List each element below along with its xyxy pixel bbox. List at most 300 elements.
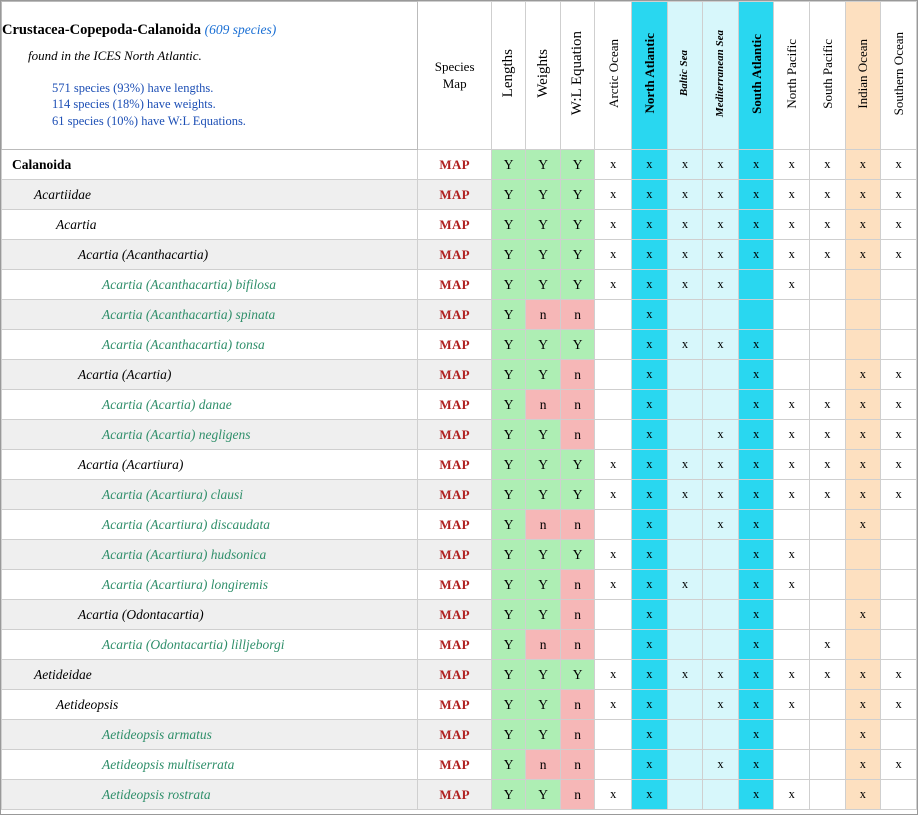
taxon-name-cell (2, 390, 418, 420)
ocean-cell-north-atlantic: x (632, 240, 668, 270)
title-block (2, 2, 418, 150)
ocean-cell-south-atlantic: x (738, 180, 774, 210)
ocean-cell-indian-ocean: x (845, 510, 881, 540)
ocean-cell-north-atlantic: x (632, 690, 668, 720)
table-row (2, 600, 917, 630)
taxon-name-cell (2, 420, 418, 450)
map-link[interactable]: MAP (439, 756, 470, 772)
ocean-cell-arctic-ocean: x (595, 240, 632, 270)
ocean-cell-mediterranean-sea (703, 630, 739, 660)
map-link[interactable]: MAP (439, 696, 470, 712)
taxon-name-cell (2, 330, 418, 360)
ocean-cell-arctic-ocean (595, 600, 632, 630)
ocean-cell-southern-ocean (881, 780, 917, 810)
ocean-cell-north-pacific (774, 720, 810, 750)
ocean-cell-north-pacific: x (774, 180, 810, 210)
ocean-cell-southern-ocean (881, 270, 917, 300)
taxon-name-cell (2, 270, 418, 300)
ocean-cell-mediterranean-sea: x (703, 450, 739, 480)
taxon-name-cell (2, 720, 418, 750)
map-link[interactable]: MAP (439, 426, 470, 442)
ocean-cell-south-atlantic: x (738, 780, 774, 810)
ocean-cell-north-pacific: x (774, 450, 810, 480)
table-row (2, 300, 917, 330)
ocean-cell-south-atlantic: x (738, 330, 774, 360)
table-row (2, 630, 917, 660)
ocean-cell-baltic-sea: x (667, 270, 703, 300)
table-row (2, 570, 917, 600)
ocean-cell-southern-ocean (881, 540, 917, 570)
species-table (1, 1, 917, 810)
ocean-cell-south-pacific (810, 360, 846, 390)
taxon-name-cell (2, 180, 418, 210)
species-map-cell[interactable] (418, 630, 491, 660)
ocean-cell-south-pacific (810, 570, 846, 600)
flag-weights: Y (526, 210, 561, 240)
ocean-cell-south-atlantic: x (738, 150, 774, 180)
column-header-wl-equation: W:L Equation (560, 2, 595, 150)
ocean-cell-south-pacific: x (810, 210, 846, 240)
map-link[interactable]: MAP (439, 666, 470, 682)
taxon-name: Aetideopsis armatus (102, 726, 212, 742)
ocean-cell-baltic-sea (667, 510, 703, 540)
ocean-cell-southern-ocean: x (881, 360, 917, 390)
ocean-cell-southern-ocean: x (881, 390, 917, 420)
map-link[interactable]: MAP (439, 156, 470, 172)
species-map-cell[interactable] (418, 660, 491, 690)
taxon-name-cell (2, 690, 418, 720)
ocean-cell-north-atlantic: x (632, 390, 668, 420)
flag-weights: Y (526, 450, 561, 480)
map-link[interactable]: MAP (439, 396, 470, 412)
table-body (2, 150, 917, 810)
species-map-cell[interactable] (418, 180, 491, 210)
taxon-name-cell (2, 480, 418, 510)
ocean-cell-north-atlantic: x (632, 150, 668, 180)
taxon-name: Acartia (Acanthacartia) (78, 246, 209, 262)
ocean-cell-indian-ocean (845, 330, 881, 360)
table-row (2, 720, 917, 750)
ocean-cell-indian-ocean: x (845, 450, 881, 480)
flag-weights: Y (526, 600, 561, 630)
flag-lengths: Y (491, 390, 526, 420)
ocean-cell-south-pacific (810, 720, 846, 750)
ocean-cell-indian-ocean (845, 300, 881, 330)
taxon-name-cell (2, 540, 418, 570)
ocean-cell-baltic-sea (667, 300, 703, 330)
species-map-cell[interactable] (418, 210, 491, 240)
ocean-cell-indian-ocean: x (845, 720, 881, 750)
flag-wl-equation: Y (560, 480, 595, 510)
flag-lengths: Y (491, 690, 526, 720)
ocean-cell-indian-ocean: x (845, 420, 881, 450)
species-map-cell[interactable] (418, 750, 491, 780)
ocean-cell-indian-ocean: x (845, 240, 881, 270)
ocean-cell-indian-ocean: x (845, 210, 881, 240)
taxon-name: Acartia (Acanthacartia) spinata (102, 306, 276, 322)
ocean-cell-south-atlantic (738, 270, 774, 300)
taxon-name: Acartia (Odontacartia) (78, 606, 204, 622)
taxon-name: Calanoida (12, 156, 72, 172)
ocean-cell-baltic-sea (667, 600, 703, 630)
map-link[interactable]: MAP (439, 606, 470, 622)
flag-lengths: Y (491, 660, 526, 690)
ocean-cell-north-pacific: x (774, 210, 810, 240)
ocean-cell-north-pacific: x (774, 240, 810, 270)
ocean-cell-southern-ocean (881, 630, 917, 660)
flag-wl-equation: n (560, 690, 595, 720)
ocean-cell-southern-ocean (881, 570, 917, 600)
table-row (2, 180, 917, 210)
ocean-cell-mediterranean-sea: x (703, 660, 739, 690)
flag-weights: Y (526, 480, 561, 510)
flag-wl-equation: n (560, 390, 595, 420)
flag-lengths: Y (491, 420, 526, 450)
ocean-cell-south-atlantic: x (738, 660, 774, 690)
species-map-cell[interactable] (418, 510, 491, 540)
ocean-cell-north-atlantic: x (632, 750, 668, 780)
ocean-cell-south-atlantic: x (738, 240, 774, 270)
column-header-weights: Weights (526, 2, 561, 150)
table-row (2, 210, 917, 240)
ocean-cell-arctic-ocean (595, 720, 632, 750)
flag-lengths: Y (491, 270, 526, 300)
flag-lengths: Y (491, 750, 526, 780)
ocean-cell-arctic-ocean (595, 510, 632, 540)
table-row (2, 420, 917, 450)
map-link[interactable]: MAP (439, 216, 470, 232)
map-link[interactable]: MAP (439, 306, 470, 322)
ocean-cell-southern-ocean (881, 300, 917, 330)
stat-wl-equations: 61 species (10%) have W:L Equations. (52, 113, 246, 128)
ocean-cell-mediterranean-sea (703, 300, 739, 330)
ocean-cell-south-atlantic: x (738, 570, 774, 600)
ocean-cell-indian-ocean: x (845, 390, 881, 420)
table-row (2, 660, 917, 690)
map-link[interactable]: MAP (439, 186, 470, 202)
map-link[interactable]: MAP (439, 516, 470, 532)
flag-weights: Y (526, 240, 561, 270)
title-text: Crustacea-Copepoda-Calanoida (2, 21, 201, 38)
ocean-cell-mediterranean-sea (703, 390, 739, 420)
ocean-cell-north-atlantic: x (632, 600, 668, 630)
flag-lengths: Y (491, 630, 526, 660)
ocean-cell-arctic-ocean: x (595, 690, 632, 720)
species-map-label-line2: Map (442, 75, 467, 91)
map-link[interactable]: MAP (439, 366, 470, 382)
species-map-cell[interactable] (418, 450, 491, 480)
ocean-cell-baltic-sea (667, 540, 703, 570)
ocean-cell-baltic-sea (667, 630, 703, 660)
ocean-cell-north-atlantic: x (632, 510, 668, 540)
ocean-cell-arctic-ocean (595, 300, 632, 330)
ocean-cell-baltic-sea: x (667, 150, 703, 180)
ocean-cell-south-pacific (810, 330, 846, 360)
map-link[interactable]: MAP (439, 246, 470, 262)
flag-lengths: Y (491, 180, 526, 210)
ocean-cell-mediterranean-sea: x (703, 330, 739, 360)
taxon-name-cell (2, 780, 418, 810)
ocean-cell-arctic-ocean: x (595, 780, 632, 810)
species-map-cell[interactable] (418, 150, 491, 180)
table-row (2, 240, 917, 270)
ocean-cell-south-pacific: x (810, 390, 846, 420)
ocean-cell-south-atlantic (738, 300, 774, 330)
species-map-cell[interactable] (418, 240, 491, 270)
ocean-cell-arctic-ocean (595, 750, 632, 780)
species-map-cell[interactable] (418, 600, 491, 630)
taxon-name-cell (2, 570, 418, 600)
ocean-cell-indian-ocean (845, 270, 881, 300)
ocean-cell-north-atlantic: x (632, 180, 668, 210)
ocean-cell-north-pacific: x (774, 660, 810, 690)
ocean-cell-south-pacific (810, 750, 846, 780)
page-subtitle: found in the ICES North Atlantic. (28, 47, 202, 63)
ocean-cell-mediterranean-sea: x (703, 480, 739, 510)
flag-wl-equation: Y (560, 240, 595, 270)
ocean-cell-north-atlantic: x (632, 480, 668, 510)
taxon-name: Acartia (Acartia) (78, 366, 172, 382)
flag-weights: Y (526, 690, 561, 720)
ocean-cell-baltic-sea (667, 390, 703, 420)
taxon-name: Acartia (Acartiura) longiremis (102, 576, 268, 592)
table-header-row (2, 2, 917, 150)
flag-weights: Y (526, 420, 561, 450)
map-link[interactable]: MAP (439, 786, 470, 802)
flag-weights: Y (526, 360, 561, 390)
species-map-cell[interactable] (418, 780, 491, 810)
taxon-name: Aetideopsis rostrata (102, 786, 211, 802)
flag-lengths: Y (491, 330, 526, 360)
ocean-cell-south-atlantic: x (738, 390, 774, 420)
ocean-cell-north-atlantic: x (632, 660, 668, 690)
species-map-cell[interactable] (418, 300, 491, 330)
ocean-cell-south-pacific: x (810, 630, 846, 660)
flag-wl-equation: Y (560, 270, 595, 300)
map-link[interactable]: MAP (439, 456, 470, 472)
ocean-cell-mediterranean-sea: x (703, 180, 739, 210)
flag-lengths: Y (491, 450, 526, 480)
flag-wl-equation: n (560, 300, 595, 330)
flag-wl-equation: n (560, 630, 595, 660)
ocean-cell-south-atlantic: x (738, 690, 774, 720)
ocean-cell-southern-ocean: x (881, 660, 917, 690)
flag-weights: Y (526, 270, 561, 300)
ocean-cell-south-pacific (810, 510, 846, 540)
ocean-cell-mediterranean-sea (703, 600, 739, 630)
taxon-name-cell (2, 240, 418, 270)
ocean-cell-north-atlantic: x (632, 270, 668, 300)
column-header-south-pacific: South Pacific (810, 2, 846, 150)
ocean-cell-south-pacific (810, 300, 846, 330)
taxon-name: Acartia (Odontacartia) lilljeborgi (102, 636, 285, 652)
ocean-cell-baltic-sea: x (667, 210, 703, 240)
table-row (2, 750, 917, 780)
stat-weights: 114 species (18%) have weights. (52, 97, 216, 112)
ocean-cell-baltic-sea (667, 420, 703, 450)
ocean-cell-south-pacific: x (810, 480, 846, 510)
species-map-cell[interactable] (418, 390, 491, 420)
ocean-cell-southern-ocean (881, 600, 917, 630)
ocean-cell-north-pacific (774, 360, 810, 390)
ocean-cell-mediterranean-sea: x (703, 270, 739, 300)
ocean-cell-southern-ocean (881, 720, 917, 750)
flag-wl-equation: n (560, 510, 595, 540)
flag-lengths: Y (491, 480, 526, 510)
ocean-cell-south-atlantic: x (738, 510, 774, 540)
flag-wl-equation: n (560, 360, 595, 390)
map-link[interactable]: MAP (439, 576, 470, 592)
ocean-cell-arctic-ocean (595, 360, 632, 390)
flag-weights: n (526, 750, 561, 780)
ocean-cell-arctic-ocean (595, 330, 632, 360)
table-row (2, 780, 917, 810)
taxon-name-cell (2, 600, 418, 630)
stats-block (52, 80, 417, 130)
taxon-name: Acartia (Acanthacartia) bifilosa (102, 276, 276, 292)
ocean-cell-north-pacific: x (774, 480, 810, 510)
ocean-cell-south-atlantic: x (738, 420, 774, 450)
ocean-cell-southern-ocean: x (881, 480, 917, 510)
ocean-cell-indian-ocean: x (845, 180, 881, 210)
ocean-cell-southern-ocean (881, 510, 917, 540)
species-map-cell[interactable] (418, 420, 491, 450)
ocean-cell-southern-ocean (881, 330, 917, 360)
ocean-cell-north-pacific: x (774, 150, 810, 180)
ocean-cell-south-atlantic: x (738, 750, 774, 780)
flag-lengths: Y (491, 150, 526, 180)
taxon-name: Acartia (Acartia) danae (102, 396, 232, 412)
ocean-cell-arctic-ocean (595, 420, 632, 450)
taxon-name-cell (2, 360, 418, 390)
ocean-cell-south-pacific (810, 270, 846, 300)
table-row (2, 690, 917, 720)
species-map-cell[interactable] (418, 480, 491, 510)
flag-lengths: Y (491, 600, 526, 630)
flag-lengths: Y (491, 510, 526, 540)
flag-wl-equation: Y (560, 210, 595, 240)
ocean-cell-mediterranean-sea: x (703, 510, 739, 540)
ocean-cell-north-pacific: x (774, 270, 810, 300)
ocean-cell-arctic-ocean: x (595, 210, 632, 240)
species-map-cell[interactable] (418, 540, 491, 570)
flag-lengths: Y (491, 360, 526, 390)
flag-weights: Y (526, 150, 561, 180)
ocean-cell-north-pacific (774, 330, 810, 360)
species-map-cell[interactable] (418, 720, 491, 750)
species-count: (609 species) (204, 21, 277, 37)
ocean-cell-baltic-sea (667, 690, 703, 720)
map-link[interactable]: MAP (439, 486, 470, 502)
flag-weights: Y (526, 330, 561, 360)
ocean-cell-arctic-ocean (595, 630, 632, 660)
ocean-cell-south-atlantic: x (738, 480, 774, 510)
ocean-cell-south-atlantic: x (738, 540, 774, 570)
flag-wl-equation: n (560, 600, 595, 630)
flag-wl-equation: Y (560, 330, 595, 360)
column-header-southern-ocean: Southern Ocean (881, 2, 917, 150)
taxon-name: Acartia (Acartia) negligens (102, 426, 251, 442)
species-map-cell[interactable] (418, 690, 491, 720)
flag-wl-equation: Y (560, 540, 595, 570)
ocean-cell-south-pacific (810, 690, 846, 720)
ocean-cell-north-pacific (774, 300, 810, 330)
flag-wl-equation: Y (560, 180, 595, 210)
ocean-cell-indian-ocean: x (845, 150, 881, 180)
flag-wl-equation: n (560, 750, 595, 780)
column-header-south-atlantic: South Atlantic (738, 2, 774, 150)
ocean-cell-north-atlantic: x (632, 300, 668, 330)
flag-weights: n (526, 390, 561, 420)
column-header-north-atlantic: North Atlantic (632, 2, 668, 150)
ocean-cell-mediterranean-sea: x (703, 420, 739, 450)
ocean-cell-south-pacific: x (810, 420, 846, 450)
column-header-lengths: Lengths (491, 2, 526, 150)
species-map-cell[interactable] (418, 330, 491, 360)
ocean-cell-indian-ocean (845, 630, 881, 660)
ocean-cell-baltic-sea (667, 720, 703, 750)
taxon-name: Acartia (Acartiura) discaudata (102, 516, 270, 532)
flag-wl-equation: Y (560, 450, 595, 480)
species-map-cell[interactable] (418, 570, 491, 600)
ocean-cell-indian-ocean (845, 540, 881, 570)
map-link[interactable]: MAP (439, 636, 470, 652)
flag-weights: Y (526, 570, 561, 600)
ocean-cell-arctic-ocean: x (595, 480, 632, 510)
flag-wl-equation: Y (560, 660, 595, 690)
ocean-cell-mediterranean-sea (703, 720, 739, 750)
ocean-cell-baltic-sea: x (667, 240, 703, 270)
ocean-cell-baltic-sea (667, 750, 703, 780)
ocean-cell-mediterranean-sea: x (703, 150, 739, 180)
ocean-cell-southern-ocean: x (881, 450, 917, 480)
taxon-name-cell (2, 750, 418, 780)
ocean-cell-arctic-ocean: x (595, 270, 632, 300)
ocean-cell-north-atlantic: x (632, 630, 668, 660)
ocean-cell-north-pacific: x (774, 540, 810, 570)
species-map-cell[interactable] (418, 360, 491, 390)
ocean-cell-north-pacific: x (774, 420, 810, 450)
taxon-name-cell (2, 450, 418, 480)
ocean-cell-south-pacific: x (810, 660, 846, 690)
ocean-cell-north-pacific (774, 600, 810, 630)
page-title (2, 22, 417, 39)
map-link[interactable]: MAP (439, 336, 470, 352)
flag-weights: Y (526, 720, 561, 750)
ocean-cell-baltic-sea: x (667, 480, 703, 510)
ocean-cell-south-atlantic: x (738, 630, 774, 660)
stat-lengths: 571 species (93%) have lengths. (52, 80, 214, 95)
taxon-name: Acartiidae (34, 186, 91, 202)
ocean-cell-north-pacific: x (774, 390, 810, 420)
species-map-cell[interactable] (418, 270, 491, 300)
flag-wl-equation: n (560, 780, 595, 810)
ocean-cell-north-atlantic: x (632, 420, 668, 450)
map-link[interactable]: MAP (439, 546, 470, 562)
ocean-cell-north-pacific: x (774, 690, 810, 720)
taxon-name-cell (2, 630, 418, 660)
map-link[interactable]: MAP (439, 726, 470, 742)
ocean-cell-north-atlantic: x (632, 780, 668, 810)
map-link[interactable]: MAP (439, 276, 470, 292)
ocean-cell-south-pacific (810, 780, 846, 810)
ocean-cell-south-pacific: x (810, 450, 846, 480)
ocean-cell-arctic-ocean: x (595, 450, 632, 480)
column-header-mediterranean-sea: Mediterranean Sea (703, 2, 739, 150)
ocean-cell-south-pacific: x (810, 150, 846, 180)
flag-wl-equation: n (560, 570, 595, 600)
ocean-cell-southern-ocean: x (881, 690, 917, 720)
